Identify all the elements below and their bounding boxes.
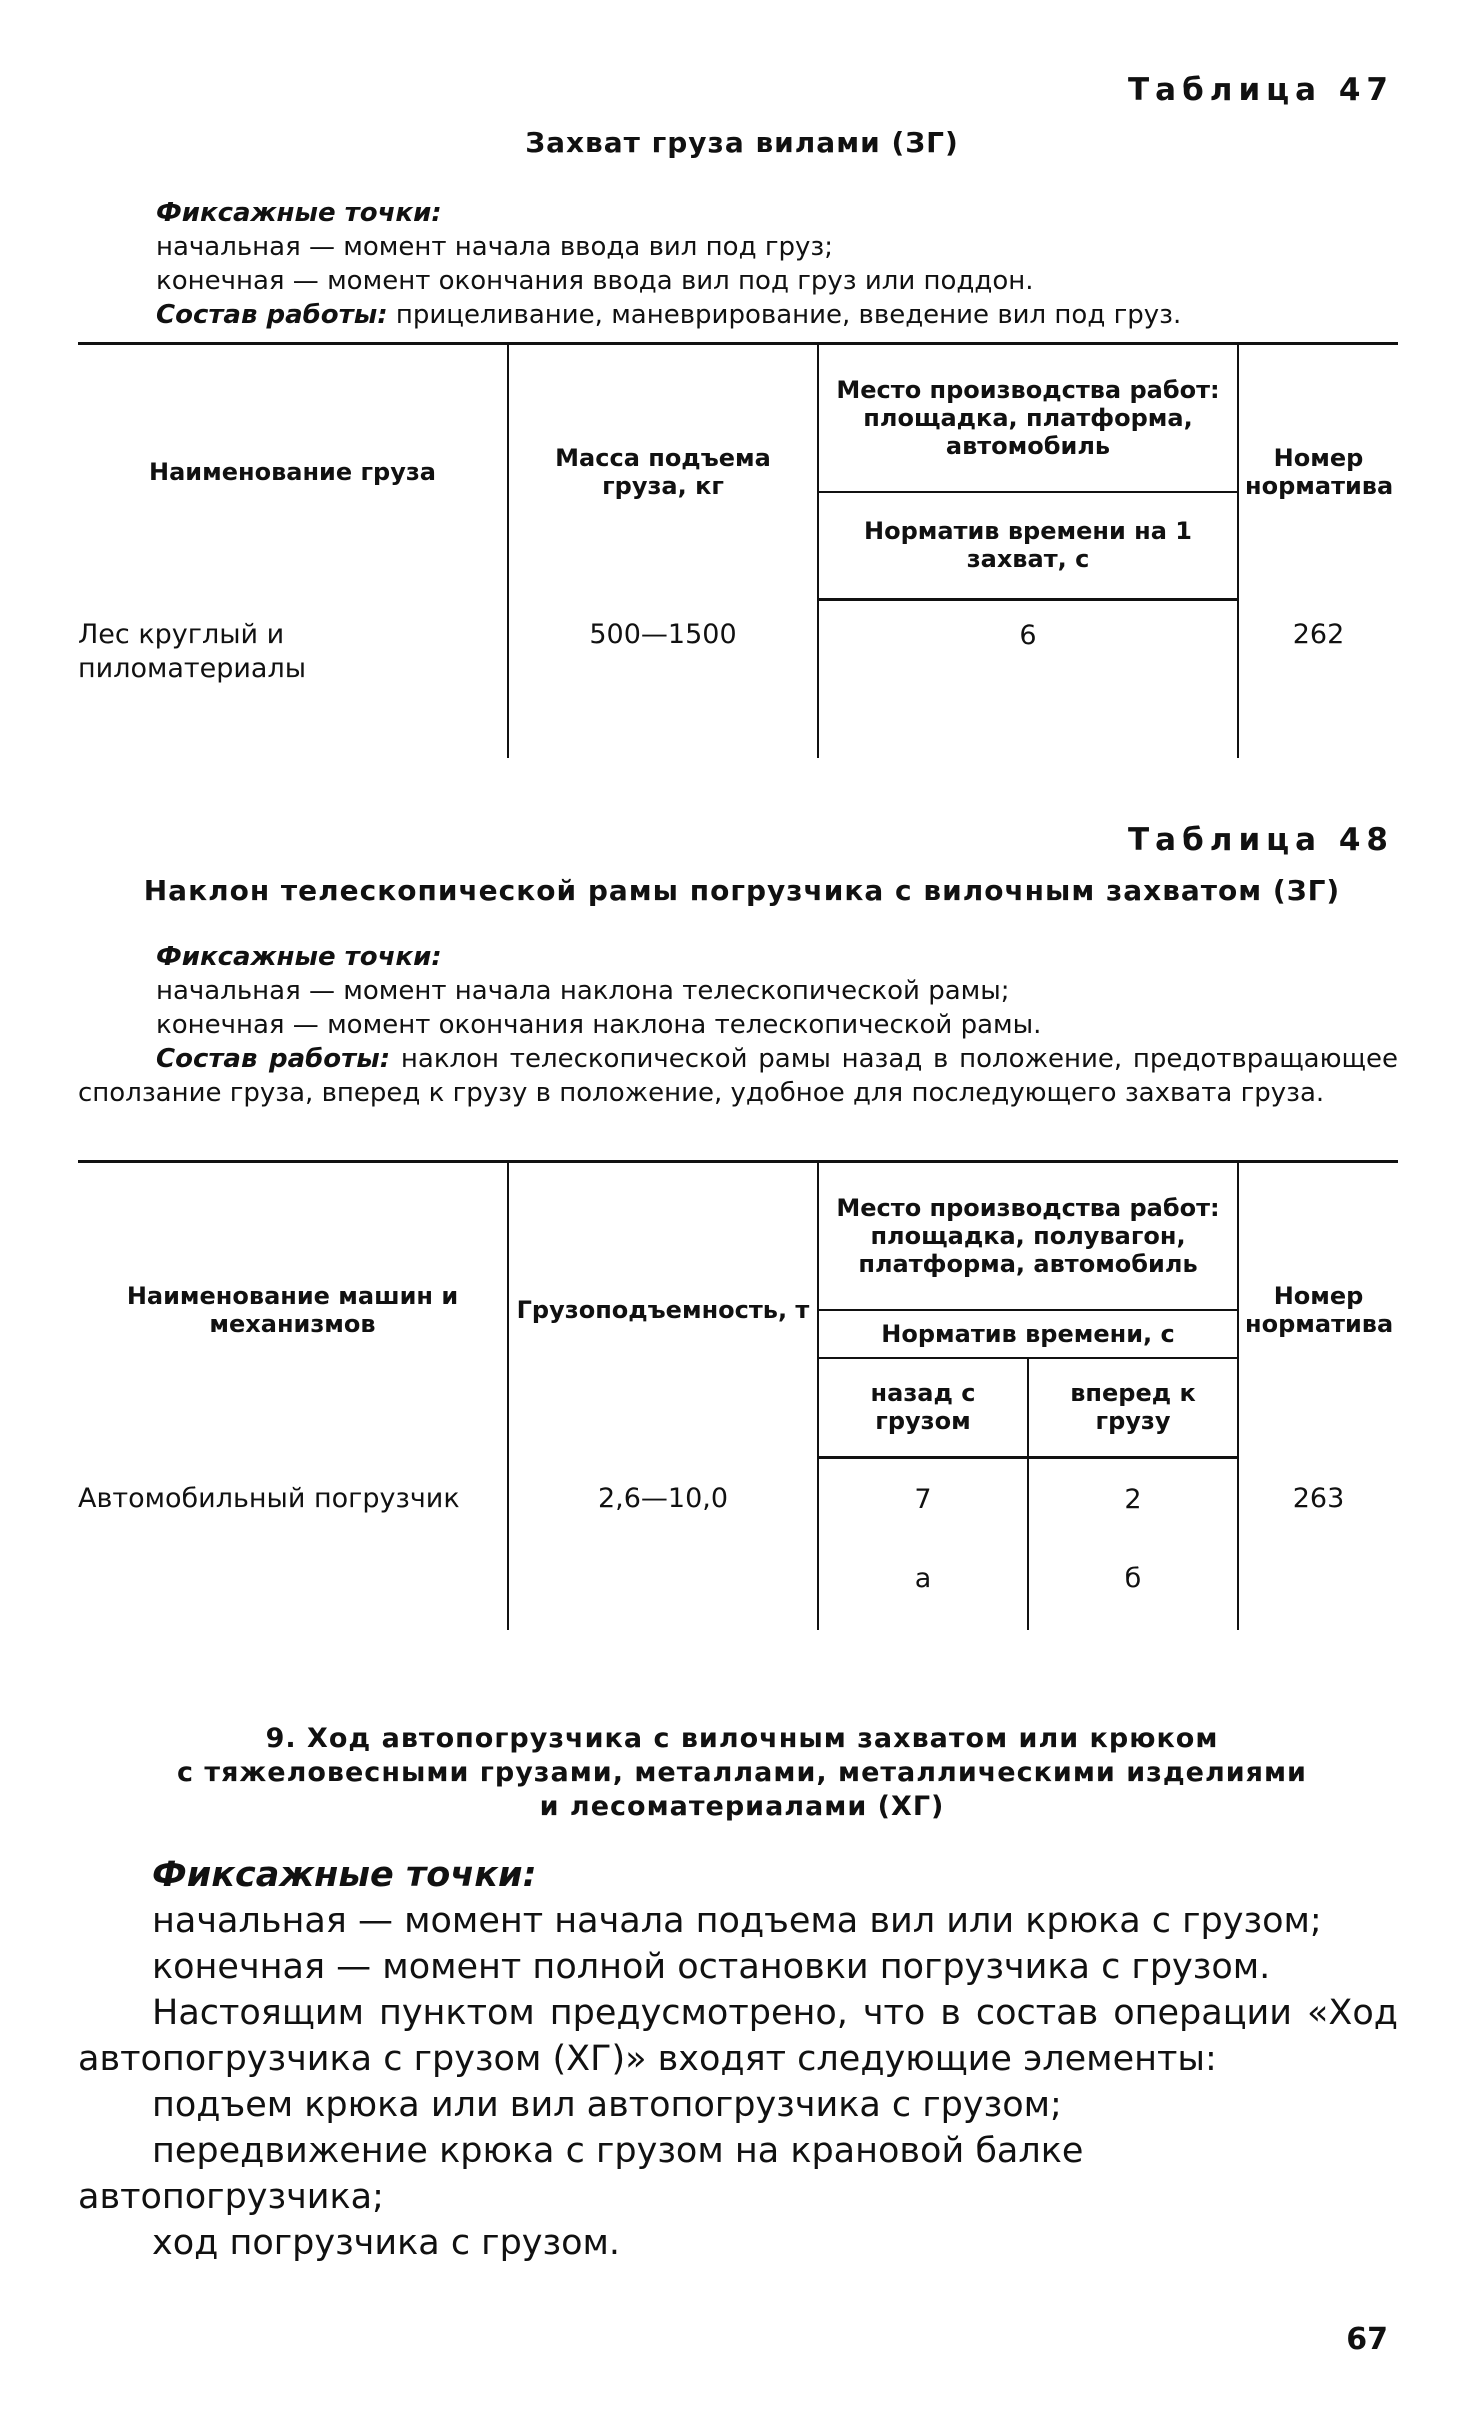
table-47-intro <box>156 196 1396 332</box>
list-item: ход погрузчика с грузом. <box>152 2223 621 2263</box>
cell-forward-to-load: 2 <box>1028 1458 1238 1554</box>
header-work-place: Место производства работ: площадка, платформа, автомобиль <box>818 344 1238 492</box>
header-work-place: Место производства работ: площадка, полувагон, платформа, автомобиль <box>818 1162 1238 1310</box>
work-composition-text: наклон телескопической рамы назад в положение, предотвращающее сползание груза, вперед к грузу в положение, удобное для последующего захвата груза. <box>78 1044 1398 1108</box>
cell-cargo-name: Лес круглый и пиломатериалы <box>78 600 508 758</box>
header-lift-mass: Масса подъема груза, кг <box>508 344 818 600</box>
cell-capacity: 2,6—10,0 <box>508 1458 818 1630</box>
work-composition-label: Состав работы: <box>156 1044 391 1074</box>
work-composition <box>156 298 1396 332</box>
fixation-start: начальная — момент начала ввода вил под груз; <box>156 232 833 262</box>
header-machine-name: Наименование машин и механизмов <box>78 1162 508 1458</box>
header-back-with-load: назад с грузом <box>818 1358 1028 1458</box>
section-9-title <box>0 1722 1484 1824</box>
fixation-end: конечная — момент окончания ввода вил под груз или поддон. <box>156 266 1034 296</box>
table-47 <box>78 342 1398 758</box>
list-item: передвижение крюка с грузом на крановой балке автопогрузчика; <box>78 2131 1084 2217</box>
fixation-points-label: Фиксажные точки: <box>156 198 442 228</box>
header-norm-number: Номер норматива <box>1238 1162 1398 1458</box>
page-number: 67 <box>1346 2322 1388 2357</box>
table-row <box>78 600 1398 758</box>
cell-letter-a: а <box>818 1554 1028 1630</box>
table-48-work-composition <box>78 1042 1398 1110</box>
table-47-title: Захват груза вилами (ЗГ) <box>525 126 959 159</box>
fixation-points-label: Фиксажные точки: <box>152 1855 537 1895</box>
section-title-line-1: 9. Ход автопогрузчика с вилочным захватом или крюком <box>265 1723 1219 1754</box>
cell-lift-mass: 500—1500 <box>508 600 818 758</box>
fixation-end: конечная — момент полной остановки погрузчика с грузом. <box>152 1947 1271 1987</box>
section-title-line-3: и лесоматериалами (ХГ) <box>539 1791 945 1822</box>
header-time-norm: Норматив времени на 1 захват, с <box>818 492 1238 600</box>
table-48-title: Наклон телескопической рамы погрузчика с вилочным захватом (ЗГ) <box>143 874 1341 907</box>
work-composition-label: Состав работы: <box>156 300 388 330</box>
table-48-intro <box>156 940 1396 1042</box>
cell-letter-b: б <box>1028 1554 1238 1630</box>
header-capacity: Грузоподъемность, т <box>508 1162 818 1458</box>
section-9-body <box>78 1852 1398 2266</box>
fixation-end: конечная — момент окончания наклона телескопической рамы. <box>156 1010 1042 1040</box>
section-title-line-2: с тяжеловесными грузами, металлами, металлическими изделиями <box>177 1757 1307 1788</box>
fixation-start: начальная — момент начала наклона телескопической рамы; <box>156 976 1010 1006</box>
cell-norm-number: 263 <box>1238 1458 1398 1630</box>
cell-machine-name: Автомобильный погрузчик <box>78 1458 508 1630</box>
fixation-start: начальная — момент начала подъема вил или крюка с грузом; <box>152 1901 1322 1941</box>
header-forward-to-load: вперед к грузу <box>1028 1358 1238 1458</box>
header-time-norm: Норматив времени, с <box>818 1310 1238 1358</box>
cell-time-norm: 6 <box>818 600 1238 758</box>
cell-back-with-load: 7 <box>818 1458 1028 1554</box>
work-composition-text: прицеливание, маневрирование, введение вил под груз. <box>387 300 1182 330</box>
table-47-label: Таблица 47 <box>1128 72 1394 108</box>
fixation-points-label: Фиксажные точки: <box>156 942 442 972</box>
list-item: подъем крюка или вил автопогрузчика с грузом; <box>152 2085 1062 2125</box>
table-48 <box>78 1160 1398 1630</box>
body-paragraph: Настоящим пунктом предусмотрено, что в состав операции «Ход автопогрузчика с грузом (ХГ)» входят следующие элементы: <box>78 1993 1398 2079</box>
cell-norm-number: 262 <box>1238 600 1398 758</box>
header-cargo-name: Наименование груза <box>78 344 508 600</box>
table-48-label: Таблица 48 <box>1128 822 1394 858</box>
header-norm-number: Номер норматива <box>1238 344 1398 600</box>
table-row <box>78 1458 1398 1554</box>
